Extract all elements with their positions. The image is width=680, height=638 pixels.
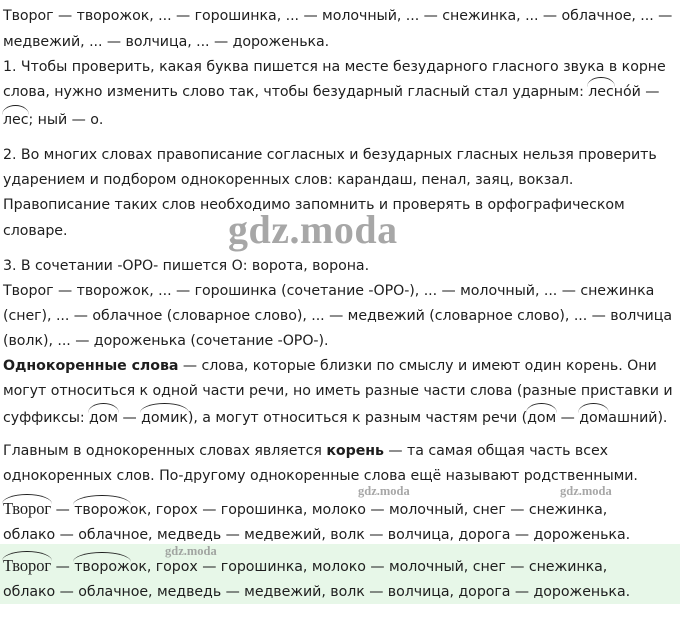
text-line: облако — облачное, медведь — медвежий, волк — волчица, дорога — дороженька. (3, 584, 631, 600)
root-marked-word: творож (74, 502, 130, 518)
watermark-logo: gdz.moda (560, 484, 612, 498)
text-line: облако — облачное, медведь — медвежий, волк — волчица, дорога — дороженька. (3, 527, 631, 543)
root-marked-word: дом (579, 410, 609, 426)
root-marked-word: дом (527, 410, 557, 426)
text-line: словаре. (3, 223, 68, 239)
text-line: ударением и подбором однокоренных слов: карандаш, пенал, заяц, вокзал. (3, 172, 574, 188)
text-segment: но́й — (613, 84, 660, 100)
text-line: (волк), ... — дороженька (сочетание -ОРО-). (3, 333, 329, 349)
text-line: 1. Чтобы проверить, какая буква пишется на месте безударного гласного звука в корне (3, 59, 666, 75)
text-segment: слова, нужно изменить слово так, чтобы безударный гласный стал ударным: (3, 84, 589, 100)
text-line (3, 441, 608, 461)
watermark-logo: gdz.moda (228, 207, 398, 252)
text-line: 3. В сочетании -ОРО- пишется О: ворота, ворона. (3, 258, 370, 274)
text-segment: ), а могут относиться к разным частям речи ( (187, 410, 528, 426)
text-segment: Главным в однокоренных словах является (3, 443, 327, 459)
text-line (3, 356, 657, 376)
text-line: Творог — творожок, ... — горошинка, ... — молочный, ... — снежинка, ... — облачное, ... — (3, 8, 673, 24)
text-line (3, 110, 103, 130)
text-line: 2. Во многих словах правописание согласных и безударных гласных нельзя проверить (3, 147, 657, 163)
text-segment: суффиксы: (3, 410, 90, 426)
text-segment: — (51, 559, 75, 575)
text-segment: — (51, 502, 75, 518)
text-line: медвежий, ... — волчица, ... — дороженька. (3, 34, 330, 50)
text-segment: ; ный — о. (28, 112, 104, 128)
text-segment: ок, горох — горошинка, молоко — молочный, снег — снежинка, (129, 559, 608, 575)
root-marked-word: творож (74, 559, 130, 575)
text-segment: — (556, 410, 580, 426)
text-line: (снег), ... — облачное (словарное слово), ... — медвежий (словарное слово), ... — волчица (3, 308, 672, 324)
text-line (3, 556, 607, 577)
text-line (3, 499, 607, 520)
text-segment: — (118, 410, 142, 426)
root-marked-word: домик (141, 410, 188, 426)
watermark-logo: gdz.moda (358, 484, 410, 498)
root-marked-word: дом (89, 410, 119, 426)
text-line: Творог — творожок, ... — горошинка (сочетание -ОРО-), ... — молочный, ... — снежинка (3, 283, 655, 299)
text-segment: ашний). (608, 410, 668, 426)
term-bold: Однокоренные слова (3, 358, 179, 374)
text-line (3, 408, 667, 428)
root-marked-word: Творог (3, 556, 52, 575)
watermark-logo: gdz.moda (165, 544, 217, 558)
text-line: могут относиться к одной части речи, но иметь разные части слова (разные приставки и (3, 383, 673, 399)
text-line: однокоренных слов. По-другому однокоренные слова ещё называют родственными. (3, 468, 638, 484)
text-segment: — слова, которые близки по смыслу и имеют один корень. Они (178, 358, 657, 374)
text-segment: ок, горох — горошинка, молоко — молочный, снег — снежинка, (129, 502, 608, 518)
text-line: Правописание таких слов необходимо запомнить и проверять в орфографическом (3, 197, 625, 213)
text-segment: — та самая общая часть всех (383, 443, 609, 459)
root-marked-word: лес (3, 112, 29, 128)
root-marked-word: Творог (3, 499, 52, 518)
text-line (3, 82, 659, 102)
root-marked-word: лес (588, 84, 614, 100)
term-bold: корень (326, 443, 384, 459)
